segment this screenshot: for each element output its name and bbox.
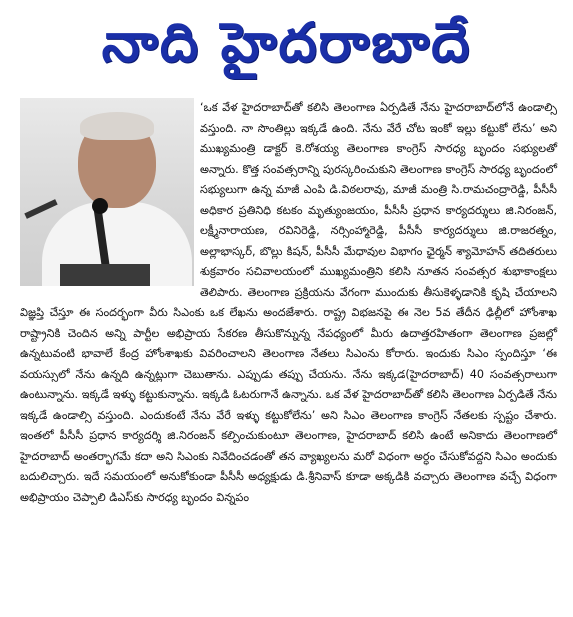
headline: నాది హైదరాబాదే xyxy=(101,11,472,74)
photo-wrap-space xyxy=(20,98,200,294)
article-body: ‘ఒక వేళ హైదరాబాద్‌తో కలిసి తెలంగాణ ఏర్పడితే నేను హైదరాబాద్‌లోనే ఉండాల్సి వస్తుంది. నా సొంతిల్లు ఇక్కడే ఉంది. నేను వేరే చోట ఇంకో ఇల్లు కట్టుకో లేను’ అని ముఖ్యమంత్రి డాక్టర్ కె.రోశయ్య తెలంగాణ కాంగ్రెస్ సారధ్య బృందం సభ్యులతో అన్నారు. కొత్త సంవత్సరాన్ని పురస్కరించుకుని తెలంగాణ కాంగ్రెస్ సారధ్య బృందంలో సభ్యులుగా ఉన్న మాజీ ఎంపి డి.విఠలరావు, మాజీ మంత్రి సి.రామచంద్రారెడ్డి, పీసీసీ అధికార ప్రతినిధి కటకం మృత్యుంజయం, పీసీసీ ప్రధాన కార్యదర్శులు జి.నిరంజన్, లక్ష్మీనారాయణ, రవినిరెడ్డి, నర్సింహ్మారెడ్డి, పీసీసీ కార్యదర్శులు జి.రాజరత్నం, అల్లాభాస్కర్, బొల్లు కిషన్, పీసీసీ మేధావుల విభాగం ఛైర్మన్ శ్యామోహన్ తదితరులు శుక్రవారం సచివాలయంలో ముఖ్యమంత్రిని కలిసి నూతన సంవత్సర శుభాకాంక్షలు తెలిపారు. తెలంగాణ ప్రక్రియను వేగంగా ముందుకు తీసుకెళ్ళడానికి కృషి చేయాలని విజ్ఞప్తి చేస్తూ ఈ సందర్భంగా వీరు సిఎంకు ఒక లేఖను అందజేశారు. రాష్ట్ర విభజనపై ఈ నెల 5వ తేదీన ఢిల్లీలో హోంశాఖ రాష్ట్రానికి చెందిన అన్ని పార్టీల అభిప్రాయ సేకరణ తీసుకొన్నున్న నేపధ్యంలో మీరు ఉదాత్తరహితంగా తెలంగాణ ప్రజల్లో ఉన్నటువంటి భావాలే కేంద్ర హోంశాఖకు వివరించాలని తెలంగాణ నేతలు సిఎంను కోరారు. ఇందుకు సిఎం స్పందిస్తూ ‘ఈ వయస్సులో నేను ఉన్నది ఉన్నట్లుగా చెబుతాను. ఎప్పుడు తప్పు చేయను. నేను ఇక్కడ(హైదరాబాద్) 40 సంవత్సరాలుగా ఉంటున్నాను. ఇక్కడే ఇళ్ళు కట్టుకున్నాను. ఇక్కడి ఓటరుగానే ఉన్నాను. ఒక వేళ హైదరాబాద్‌తో కలిసి తెలంగాణ ఏర్పడితే నేను ఇక్కడే ఉండాల్సి వస్తుంది. ఎందుకంటే నేను వేరే ఇళ్ళు కట్టుకోలేను’ అని సిఎం తెలంగాణ కాంగ్రెస్ నేతలకు స్పష్టం చేశారు. ఇంతలో పీసీసీ ప్రధాన కార్యదర్శి జి.నిరంజన్ కల్పించుకుంటూ తెలంగాణ, హైదరాబాద్ కలిసి ఉంటే అనికాదు తెలంగాణలో హైదరాబాద్ అంతర్భాగమే కదా అని సిఎంకు నివేదించడంతో తన వ్యాఖ్యలను మరో విధంగా అర్ధం చేసుకోవద్దని సిఎం అందుకు బదులిచ్చారు. ఇదే సమయంలో అనుకోకుండా పీసీసీ అధ్యక్షుడు డి.శ్రీనివాస్ కూడా అక్కడికి వచ్చారు తెలంగాణ వచ్చే విధంగా అభిప్రాయం చెప్పాలి డిఎస్‌కు సారధ్య బృందం విన్నపం xyxy=(20,101,557,504)
article xyxy=(20,98,557,508)
